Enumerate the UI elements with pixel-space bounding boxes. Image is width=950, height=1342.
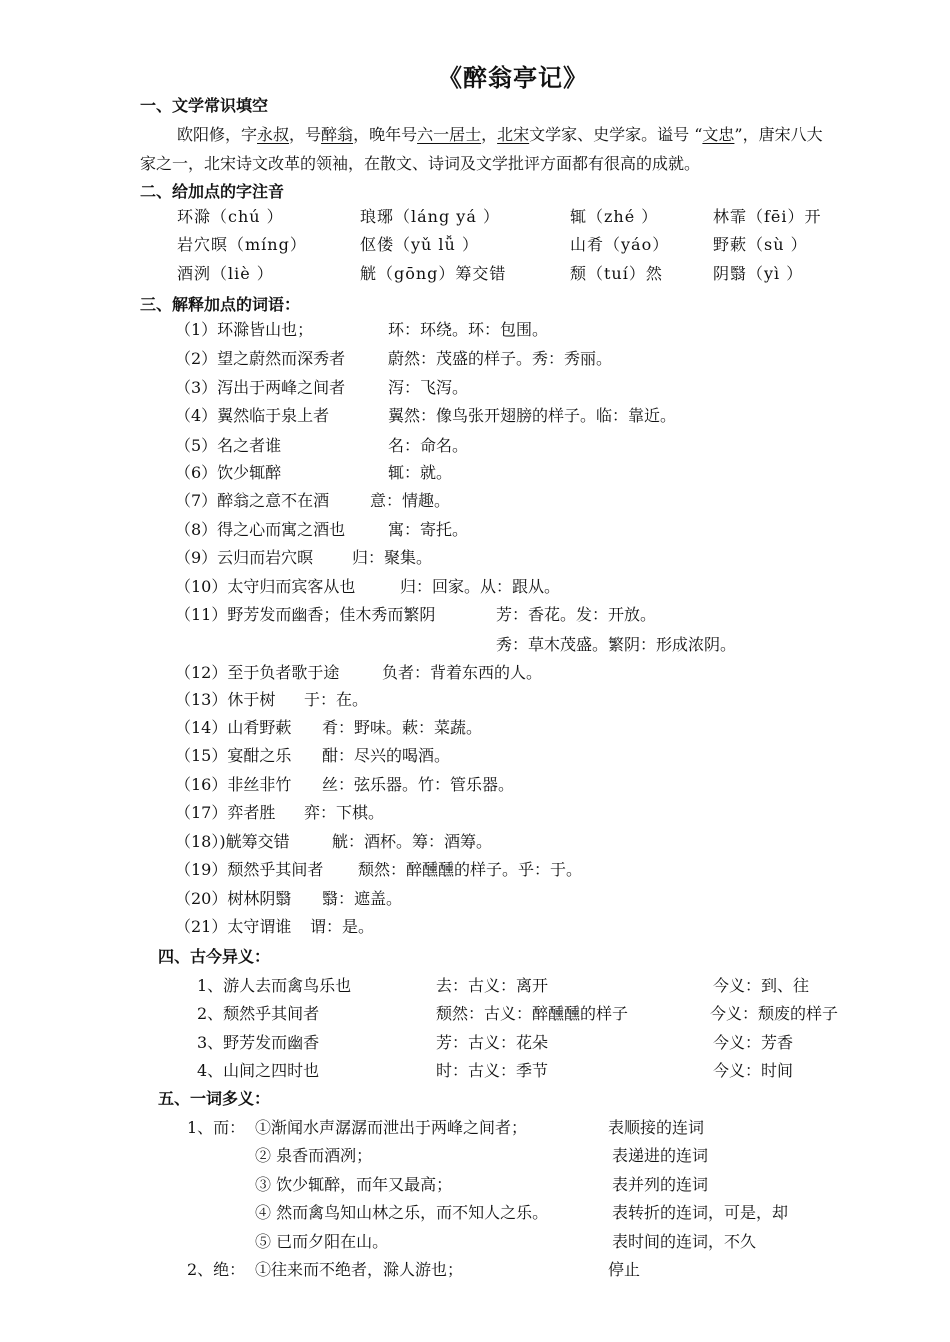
word-explanation: 环：环绕。环：包围。 xyxy=(388,320,549,339)
word-item: （2）望之蔚然而深秀者 xyxy=(175,349,346,368)
text-segment: ”，唐宋八大 xyxy=(734,125,823,144)
polysemy-meaning: 表时间的连词，不久 xyxy=(612,1232,757,1251)
word-explanation: 谓：是。 xyxy=(310,917,375,936)
ancient-meaning: 时：古义：季节 xyxy=(436,1061,549,1080)
word-explanation: 丝：弦乐器。竹：管乐器。 xyxy=(322,775,515,794)
word-explanation: 翼然：像鸟张开翅膀的样子。临：靠近。 xyxy=(388,406,677,425)
word-explanation: 蔚然：茂盛的样子。秀：秀丽。 xyxy=(388,349,613,368)
word-item: （1）环滁皆山也； xyxy=(175,320,314,339)
ancient-modern-item: 1、游人去而禽鸟乐也 xyxy=(197,976,352,995)
word-explanation: 弈：下棋。 xyxy=(304,803,385,822)
polysemy-sentence: ③ 饮少辄醉，而年又最高； xyxy=(255,1175,453,1194)
word-item: （19）颓然乎其间者 xyxy=(175,860,324,879)
pinyin-item: 野蔌（sù ） xyxy=(713,235,808,254)
polysemy-sentence: ①渐闻水声潺潺而泄出于两峰之间者； xyxy=(255,1118,528,1137)
section-4-heading: 四、古今异义： xyxy=(158,947,271,966)
modern-meaning: 今义：到、往 xyxy=(713,976,810,995)
underlined-answer: 永叔 xyxy=(257,125,290,144)
word-item: （11）野芳发而幽香；佳木秀而繁阴 xyxy=(175,605,436,624)
word-item: （9）云归而岩穴暝 xyxy=(175,548,314,567)
word-explanation: 觥：酒杯。筹：酒筹。 xyxy=(332,832,493,851)
section-1-heading: 一、文学常识填空 xyxy=(140,96,269,115)
word-explanation: 颓然：醉醺醺的样子。乎：于。 xyxy=(358,860,583,879)
word-explanation: 秀：草木茂盛。繁阴：形成浓阴。 xyxy=(496,635,737,654)
polysemy-meaning: 表转折的连词，可是，却 xyxy=(612,1203,789,1222)
polysemy-sentence: ①往来而不绝者，滁人游也； xyxy=(255,1260,464,1279)
pinyin-item: 阴翳（yì ） xyxy=(713,264,804,283)
modern-meaning: 今义：时间 xyxy=(713,1061,794,1080)
section-1-paragraph-line-1 xyxy=(177,127,823,143)
word-item: （10）太守归而宾客从也 xyxy=(175,577,356,596)
word-item: （7）醉翁之意不在酒 xyxy=(175,491,330,510)
pinyin-item: 山肴（yáo） xyxy=(570,235,670,254)
polysemy-meaning: 表并列的连词 xyxy=(612,1175,709,1194)
polysemy-word: 1、而： xyxy=(187,1118,246,1137)
pinyin-item: 颓（tuí）然 xyxy=(570,264,663,283)
word-item: （14）山肴野蔌 xyxy=(175,718,292,737)
word-item: （20）树林阴翳 xyxy=(175,889,292,908)
word-item: （18）)觥筹交错 xyxy=(175,832,290,851)
section-3-heading: 三、解释加点的词语： xyxy=(140,295,301,314)
word-explanation: 寓：寄托。 xyxy=(388,520,469,539)
pinyin-item: 辄（zhé ） xyxy=(570,207,659,226)
word-item: （3）泻出于两峰之间者 xyxy=(175,378,346,397)
text-segment: 欧阳修，字 xyxy=(177,125,258,144)
word-explanation: 辄：就。 xyxy=(388,463,453,482)
polysemy-sentence: ④ 然而禽鸟知山林之乐，而不知人之乐。 xyxy=(255,1203,549,1222)
section-1-paragraph-line-2: 家之一，北宋诗文改革的领袖，在散文、诗词及文学批评方面都有很高的成就。 xyxy=(140,154,701,173)
word-explanation: 泻：飞泻。 xyxy=(388,378,469,397)
word-explanation: 酣：尽兴的喝酒。 xyxy=(322,746,451,765)
underlined-answer: 六一居士 xyxy=(417,125,482,144)
word-explanation: 负者：背着东西的人。 xyxy=(382,663,543,682)
ancient-meaning: 去：古义：离开 xyxy=(436,976,549,995)
pinyin-item: 伛偻（yǔ lǚ ） xyxy=(360,235,479,254)
word-item: （16）非丝非竹 xyxy=(175,775,292,794)
word-explanation: 归：聚集。 xyxy=(352,548,433,567)
section-5-heading: 五、一词多义： xyxy=(158,1089,271,1108)
pinyin-item: 酒洌（liè ） xyxy=(177,264,274,283)
polysemy-sentence: ⑤ 已而夕阳在山。 xyxy=(255,1232,389,1251)
section-2-heading: 二、给加点的字注音 xyxy=(140,182,285,201)
word-item: （4）翼然临于泉上者 xyxy=(175,406,330,425)
pinyin-item: 林霏（fēi）开 xyxy=(713,207,822,226)
polysemy-meaning: 表递进的连词 xyxy=(612,1146,709,1165)
modern-meaning: 今义：颓废的样子 xyxy=(710,1004,839,1023)
word-explanation: 意：情趣。 xyxy=(370,491,451,510)
word-explanation: 归：回家。从：跟从。 xyxy=(400,577,561,596)
word-explanation: 于：在。 xyxy=(304,690,369,709)
text-segment: ，晚年号 xyxy=(353,125,418,144)
word-explanation: 芳：香花。发：开放。 xyxy=(496,605,657,624)
word-explanation: 名：命名。 xyxy=(388,436,469,455)
pinyin-item: 琅琊（láng yá ） xyxy=(360,207,500,226)
underlined-answer: 文忠 xyxy=(702,125,735,144)
word-item: （8）得之心而寓之酒也 xyxy=(175,520,346,539)
polysemy-meaning: 停止 xyxy=(608,1260,641,1279)
word-item: （13）休于树 xyxy=(175,690,276,709)
underlined-answer: 北宋 xyxy=(497,125,530,144)
text-segment: ， xyxy=(481,125,498,144)
ancient-meaning: 芳：古义：花朵 xyxy=(436,1033,549,1052)
text-segment: 文学家、史学家。谥号 “ xyxy=(529,125,703,144)
underlined-answer: 醉翁 xyxy=(321,125,354,144)
modern-meaning: 今义：芳香 xyxy=(713,1033,794,1052)
word-explanation: 翳：遮盖。 xyxy=(322,889,403,908)
word-item: （17）弈者胜 xyxy=(175,803,276,822)
ancient-modern-item: 4、山间之四时也 xyxy=(197,1061,320,1080)
ancient-modern-item: 3、野芳发而幽香 xyxy=(197,1033,320,1052)
pinyin-item: 岩穴暝（míng） xyxy=(177,235,307,254)
word-explanation: 肴：野味。蔌：菜蔬。 xyxy=(322,718,483,737)
polysemy-word: 2、绝： xyxy=(187,1260,246,1279)
ancient-modern-item: 2、颓然乎其间者 xyxy=(197,1004,320,1023)
word-item: （21）太守谓谁 xyxy=(175,917,292,936)
pinyin-item: 觥（gōng）筹交错 xyxy=(360,264,507,283)
pinyin-item: 环滁（chú ） xyxy=(177,207,284,226)
ancient-meaning: 颓然：古义：醉醺醺的样子 xyxy=(436,1004,629,1023)
word-item: （12）至于负者歌于途 xyxy=(175,663,340,682)
polysemy-meaning: 表顺接的连词 xyxy=(608,1118,705,1137)
word-item: （5）名之者谁 xyxy=(175,436,282,455)
page-title: 《醉翁亭记》 xyxy=(438,63,588,92)
polysemy-sentence: ② 泉香而酒冽； xyxy=(255,1146,373,1165)
text-segment: ，号 xyxy=(289,125,322,144)
word-item: （15）宴酣之乐 xyxy=(175,746,292,765)
word-item: （6）饮少辄醉 xyxy=(175,463,282,482)
